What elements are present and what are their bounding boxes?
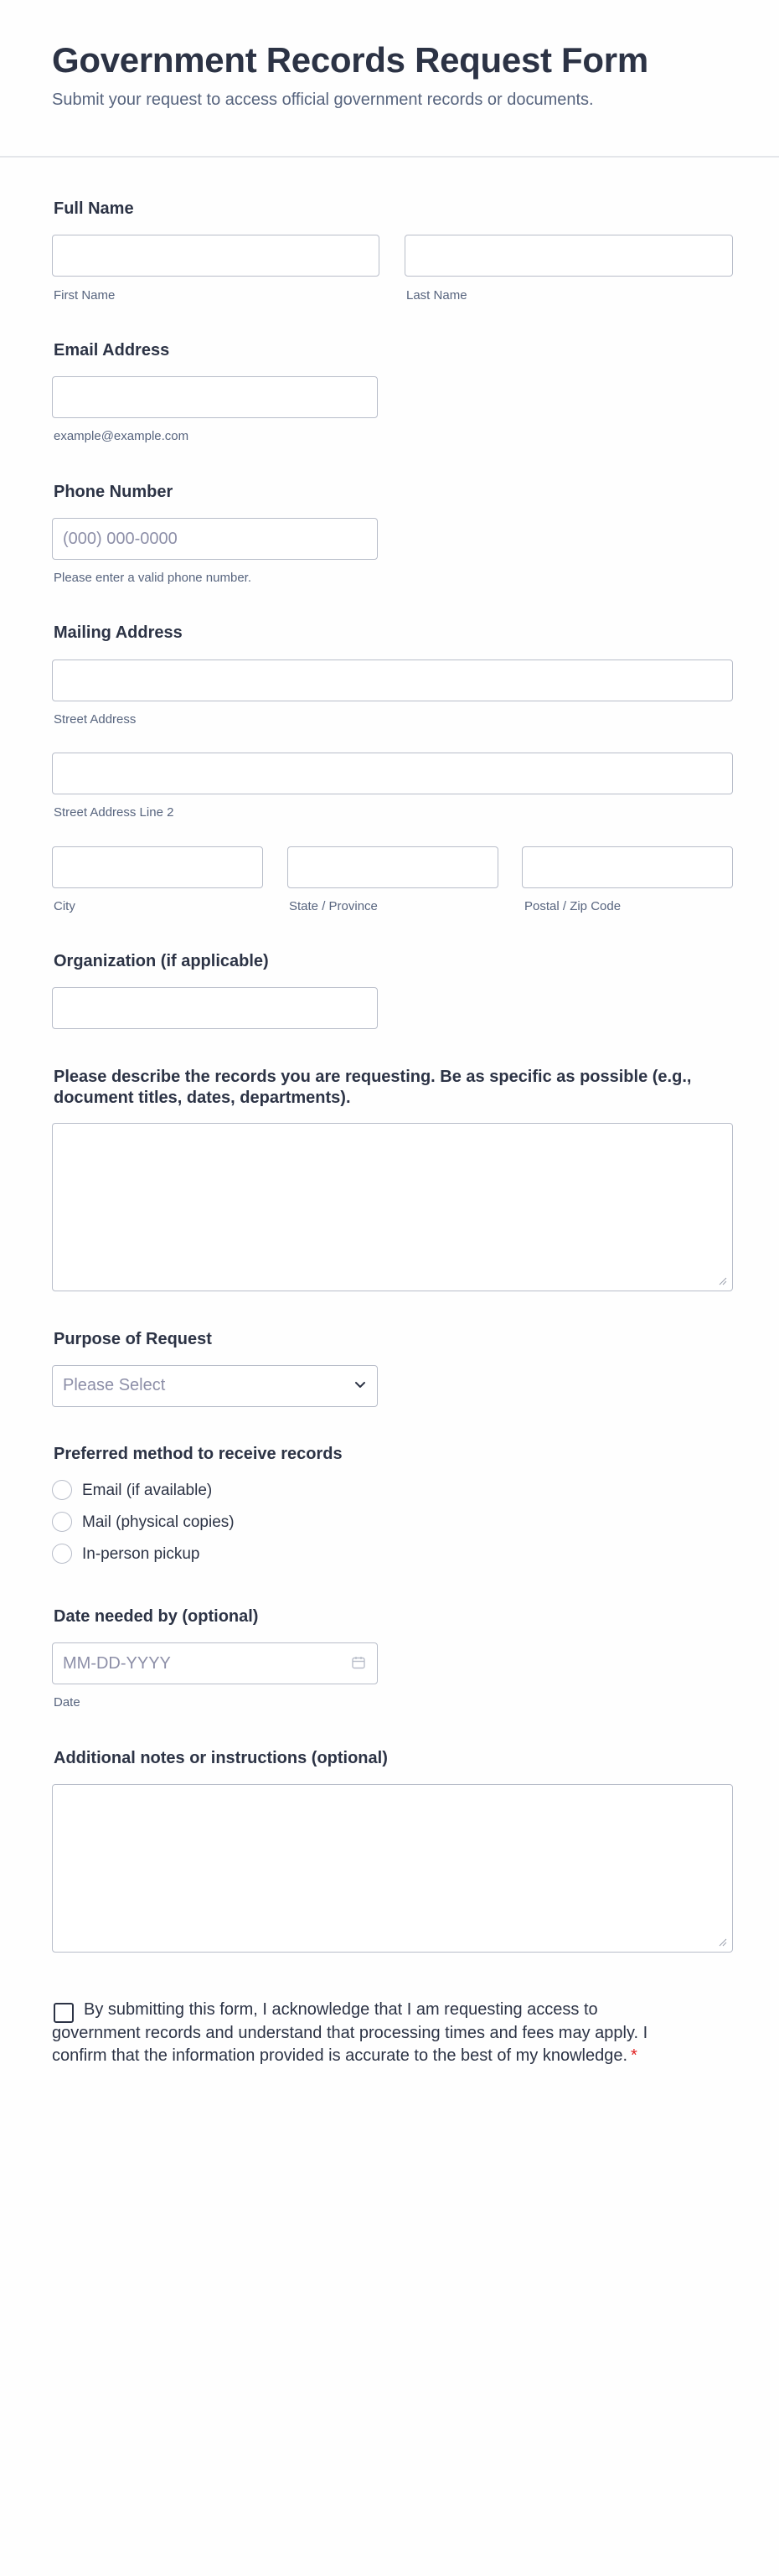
chevron-down-icon (353, 1378, 367, 1391)
radio-button[interactable] (52, 1480, 72, 1500)
first-name-input[interactable] (52, 235, 379, 277)
organization-label: Organization (if applicable) (54, 952, 269, 970)
date-sublabel: Date (54, 1695, 80, 1710)
records-description-label: Please describe the records you are requesting. Be as specific as possible (e.g., document titles, dates, departments). (54, 1068, 692, 1107)
phone-sublabel: Please enter a valid phone number. (54, 571, 251, 585)
page-title: Government Records Request Form (52, 40, 648, 80)
first-name-sublabel: First Name (54, 288, 116, 303)
purpose-select-value: Please Select (63, 1376, 166, 1394)
method-option-label: Mail (physical copies) (82, 1513, 235, 1531)
city-sublabel: City (54, 899, 75, 913)
method-option-label: Email (if available) (82, 1482, 213, 1499)
last-name-input[interactable] (405, 235, 733, 277)
method-option-in-person[interactable] (52, 1544, 303, 1567)
purpose-label: Purpose of Request (54, 1330, 212, 1348)
method-option-label: In-person pickup (82, 1545, 200, 1563)
zip-input[interactable] (522, 846, 733, 888)
calendar-icon[interactable] (351, 1655, 366, 1670)
last-name-sublabel: Last Name (406, 288, 467, 303)
form-header (0, 0, 779, 158)
consent-label: By submitting this form, I acknowledge that I am requesting access to government records and understand that processing times and fees may apply. I confirm that the information provided is accurate to the best of my knowledge. (52, 2000, 648, 2065)
date-field-wrapper (52, 1642, 378, 1684)
organization-input[interactable] (52, 987, 378, 1029)
street-address-input[interactable] (52, 660, 733, 701)
purpose-select[interactable] (52, 1365, 378, 1407)
email-label: Email Address (54, 341, 170, 360)
radio-button[interactable] (52, 1512, 72, 1532)
full-name-label: Full Name (54, 199, 134, 218)
notes-textarea[interactable] (52, 1784, 733, 1953)
state-sublabel: State / Province (289, 899, 378, 913)
date-needed-label: Date needed by (optional) (54, 1607, 259, 1626)
resize-grip-icon[interactable] (719, 1938, 727, 1947)
phone-input[interactable] (52, 518, 378, 560)
date-input[interactable] (52, 1642, 378, 1684)
address-label: Mailing Address (54, 623, 183, 642)
records-description-textarea[interactable] (52, 1123, 733, 1291)
zip-sublabel: Postal / Zip Code (524, 899, 622, 913)
street-address-sublabel: Street Address (54, 712, 137, 727)
consent-text (52, 1999, 655, 2068)
method-label: Preferred method to receive records (54, 1445, 343, 1463)
method-option-email[interactable] (52, 1480, 303, 1503)
required-asterisk: * (631, 2046, 637, 2065)
city-input[interactable] (52, 846, 263, 888)
street-address-2-input[interactable] (52, 753, 733, 794)
method-option-mail[interactable] (52, 1512, 303, 1535)
radio-button[interactable] (52, 1544, 72, 1564)
email-input[interactable] (52, 376, 378, 418)
state-input[interactable] (287, 846, 498, 888)
resize-grip-icon[interactable] (719, 1277, 727, 1285)
street-address-2-sublabel: Street Address Line 2 (54, 805, 174, 820)
phone-label: Phone Number (54, 483, 173, 501)
notes-label: Additional notes or instructions (optional) (54, 1749, 388, 1767)
email-sublabel: example@example.com (54, 429, 189, 443)
page-subtitle: Submit your request to access official government records or documents. (52, 91, 594, 109)
